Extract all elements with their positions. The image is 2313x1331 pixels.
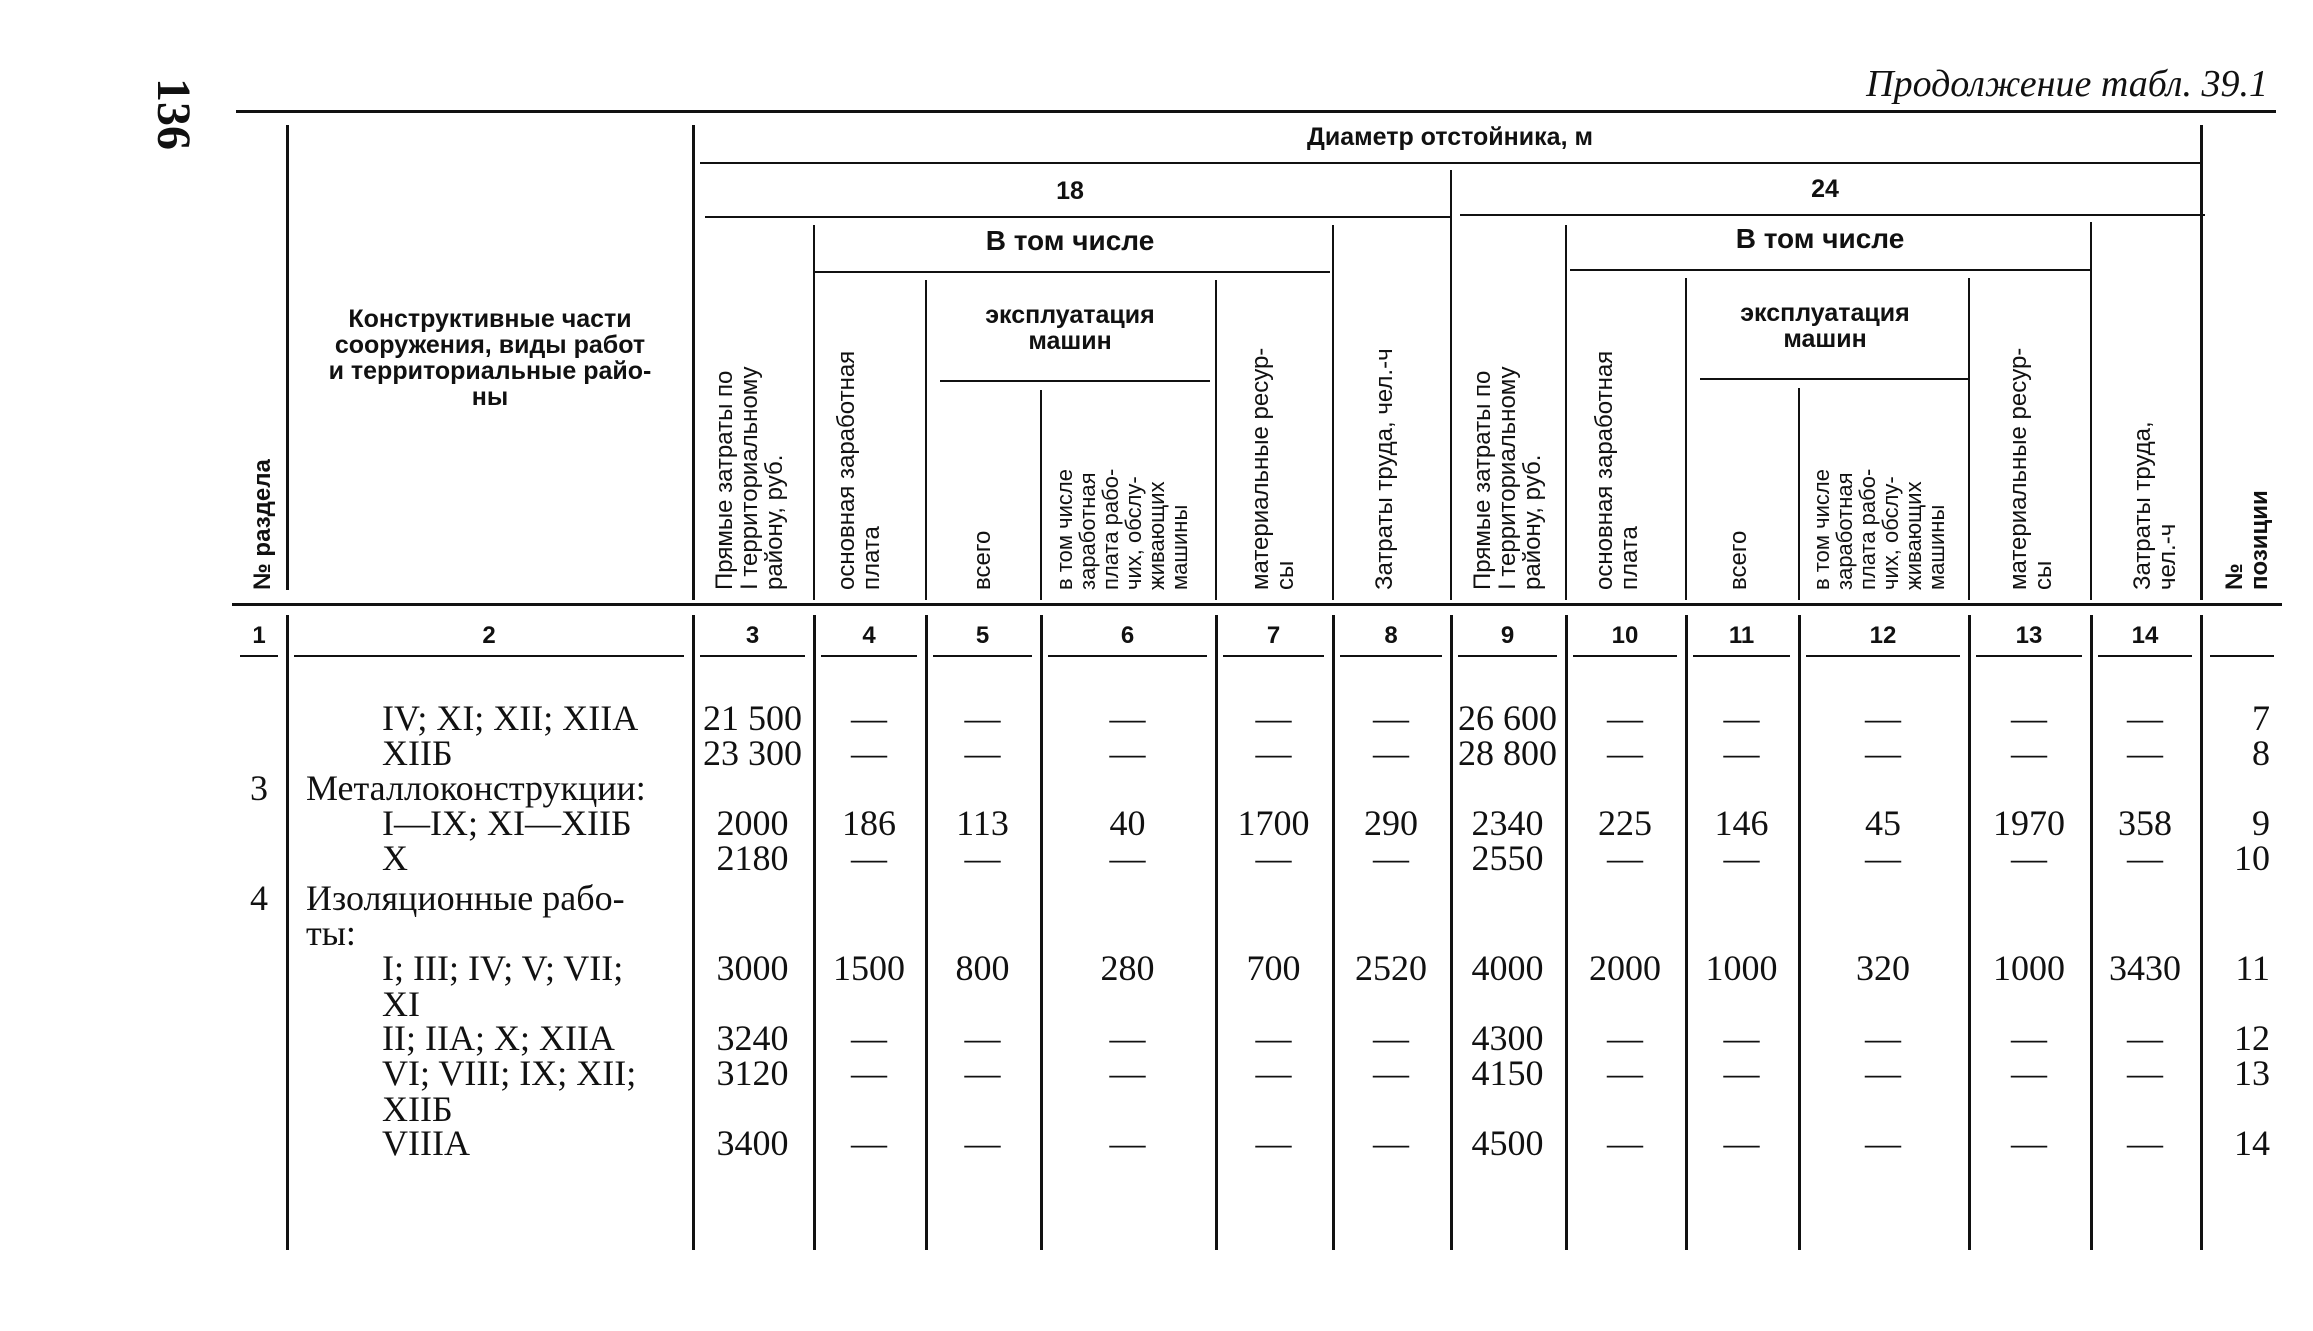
header-vline: [1968, 278, 1970, 600]
row-label: ты:: [306, 913, 356, 953]
value-cell: —: [1607, 1053, 1643, 1093]
header-diameter: Диаметр отстойника, м: [1307, 123, 1593, 151]
column-number-underline: [2098, 655, 2192, 657]
header-vline: [1565, 225, 1567, 600]
row-label: X: [382, 838, 408, 878]
position-number: 11: [2235, 948, 2270, 988]
section-number: 4: [250, 878, 268, 918]
value-cell: 1000: [1993, 948, 2065, 988]
column-number-underline: [1223, 655, 1324, 657]
value-cell: 113: [956, 803, 1009, 843]
column-number: 10: [1611, 622, 1639, 649]
machines24-rule: [1700, 378, 1970, 380]
value-cell: —: [1255, 1123, 1292, 1163]
header-vline: [1215, 280, 1217, 600]
value-cell: —: [1373, 838, 1409, 878]
value-cell: 45: [1865, 803, 1901, 843]
value-cell: —: [851, 1018, 887, 1058]
value-cell: —: [964, 1018, 1001, 1058]
column-number: 4: [862, 622, 876, 649]
column-number-underline: [2210, 655, 2274, 657]
column-number-underline: [1573, 655, 1677, 657]
header-diameter-18: 18: [1056, 177, 1084, 205]
header-vline: [2200, 125, 2203, 600]
header-vline: [1332, 225, 1334, 600]
value-cell: 186: [842, 803, 896, 843]
value-cell: —: [1109, 733, 1146, 773]
value-cell: 28 800: [1458, 733, 1557, 773]
value-cell: 3430: [2109, 948, 2181, 988]
value-cell: —: [851, 698, 887, 738]
header-vline: [925, 280, 927, 600]
value-cell: 700: [1246, 948, 1301, 988]
header-basic-wage-24: основная заработная плата: [1591, 350, 1643, 590]
value-cell: —: [1723, 838, 1760, 878]
including24-rule: [1570, 269, 2090, 271]
value-cell: —: [1109, 1053, 1146, 1093]
value-cell: —: [1109, 1123, 1146, 1163]
column-number-underline: [1340, 655, 1442, 657]
position-number: 14: [2234, 1123, 2270, 1163]
d18-rule: [705, 216, 1450, 218]
machines18-rule: [940, 380, 1210, 382]
value-cell: —: [964, 733, 1001, 773]
column-number-underline: [294, 655, 684, 657]
value-cell: —: [2011, 1053, 2047, 1093]
value-cell: 280: [1100, 948, 1155, 988]
page-number: 136: [147, 78, 200, 150]
row-label: I; III; IV; V; VII; XI: [382, 948, 624, 1024]
header-diameter-24: 24: [1811, 175, 1839, 203]
row-label: Изоляционные рабо-: [306, 878, 625, 918]
body-vline: [286, 615, 289, 1250]
value-cell: —: [1255, 1053, 1292, 1093]
column-number: 1: [252, 622, 266, 649]
header-vline: [813, 225, 815, 600]
value-cell: —: [1373, 1053, 1409, 1093]
value-cell: 21 500: [703, 698, 802, 738]
header-vline: [1798, 388, 1800, 600]
value-cell: 2000: [716, 803, 789, 843]
value-cell: —: [1255, 838, 1292, 878]
value-cell: —: [1865, 1018, 1901, 1058]
value-cell: —: [1373, 698, 1409, 738]
value-cell: —: [2127, 838, 2163, 878]
header-incl-wage-24: в том числе заработная плата рабо- чих, обслу- живающих машины: [1809, 468, 1949, 590]
value-cell: —: [2011, 1018, 2047, 1058]
value-cell: 2000: [1589, 948, 1661, 988]
position-number: 12: [2234, 1018, 2270, 1058]
header-vline: [692, 125, 695, 600]
including18-rule: [815, 271, 1330, 273]
value-cell: —: [1255, 1018, 1292, 1058]
value-cell: 3000: [716, 948, 789, 988]
value-cell: —: [1373, 1123, 1409, 1163]
header-vline: [1685, 278, 1687, 600]
column-number-underline: [240, 655, 278, 657]
column-number: 3: [745, 622, 760, 649]
value-cell: —: [1373, 733, 1409, 773]
value-cell: 2550: [1471, 838, 1544, 878]
position-number: 10: [2234, 838, 2270, 878]
value-cell: —: [851, 1123, 887, 1163]
value-cell: —: [2127, 733, 2163, 773]
value-cell: —: [1865, 733, 1901, 773]
column-number: 7: [1266, 622, 1281, 649]
column-number-underline: [1806, 655, 1960, 657]
value-cell: —: [1723, 1053, 1760, 1093]
value-cell: —: [1865, 698, 1901, 738]
header-direct-costs-18: Прямые затраты по I территориальному району, руб.: [711, 366, 788, 590]
value-cell: —: [851, 838, 887, 878]
row-label: I—IX; XI—XIIБ: [382, 803, 632, 843]
value-cell: —: [1607, 838, 1643, 878]
header-materials-18: материальные ресур- сы: [1247, 347, 1299, 590]
header-bottom-rule: [232, 603, 2282, 606]
header-vline: [286, 125, 289, 590]
column-number: 11: [1728, 622, 1755, 649]
value-cell: 800: [955, 948, 1010, 988]
top-rule: [236, 110, 2276, 113]
column-number-underline: [1693, 655, 1790, 657]
value-cell: —: [1607, 698, 1643, 738]
value-cell: 4150: [1471, 1053, 1544, 1093]
value-cell: 358: [2118, 803, 2172, 843]
value-cell: 290: [1364, 803, 1418, 843]
position-number: 9: [2252, 803, 2270, 843]
value-cell: —: [2011, 1123, 2047, 1163]
position-number: 7: [2252, 698, 2270, 738]
value-cell: —: [2127, 1123, 2163, 1163]
value-cell: —: [1723, 698, 1760, 738]
header-position-no: № позиции: [2221, 490, 2273, 590]
row-label: IV; XI; XII; XIIA: [382, 698, 639, 738]
header-total-18: всего: [969, 530, 996, 590]
position-number: 8: [2252, 733, 2270, 773]
header-vline: [1040, 390, 1042, 600]
header-including-18: В том числе: [985, 225, 1155, 256]
column-number: 9: [1500, 622, 1515, 649]
row-label: VI; VIII; IX; XII; XIIБ: [382, 1053, 637, 1129]
value-cell: 26 600: [1458, 698, 1557, 738]
column-number: 14: [2131, 622, 2159, 649]
value-cell: —: [1255, 698, 1292, 738]
header-direct-costs-24: Прямые затраты по I территориальному району, руб.: [1469, 366, 1546, 590]
row-label: XIIБ: [382, 733, 453, 773]
header-vline: [1450, 170, 1452, 600]
value-cell: 320: [1856, 948, 1910, 988]
value-cell: 1500: [833, 948, 905, 988]
header-machines-24: эксплуатация машин: [1740, 299, 1910, 353]
value-cell: 1970: [1993, 803, 2065, 843]
value-cell: —: [2011, 698, 2047, 738]
column-number-underline: [821, 655, 917, 657]
value-cell: —: [964, 1053, 1001, 1093]
value-cell: 2520: [1355, 948, 1427, 988]
value-cell: 3120: [716, 1053, 789, 1093]
value-cell: 23 300: [703, 733, 802, 773]
value-cell: —: [2011, 733, 2047, 773]
value-cell: 225: [1598, 803, 1652, 843]
value-cell: —: [1865, 838, 1901, 878]
row-label: Металлоконструкции:: [306, 768, 646, 808]
value-cell: 3240: [716, 1018, 789, 1058]
value-cell: 4500: [1471, 1123, 1544, 1163]
value-cell: 4300: [1471, 1018, 1544, 1058]
column-number: 12: [1869, 622, 1897, 649]
value-cell: 1000: [1705, 948, 1778, 988]
header-materials-24: материальные ресур- сы: [2005, 347, 2057, 590]
value-cell: —: [1109, 698, 1146, 738]
value-cell: 1700: [1237, 803, 1310, 843]
value-cell: 2180: [716, 838, 789, 878]
header-incl-wage-18: в том числе заработная плата рабо- чих, обслу- живающих машины: [1052, 468, 1192, 590]
value-cell: —: [1255, 733, 1292, 773]
column-number-underline: [700, 655, 805, 657]
value-cell: —: [964, 1123, 1001, 1163]
column-number-underline: [1458, 655, 1557, 657]
column-number-underline: [1976, 655, 2082, 657]
column-number: 5: [975, 622, 990, 649]
header-labor-18: Затраты труда, чел.-ч: [1371, 348, 1398, 590]
d24-rule: [1460, 214, 2205, 216]
diameter-rule: [700, 162, 2200, 164]
value-cell: 4000: [1471, 948, 1544, 988]
value-cell: —: [2011, 838, 2047, 878]
column-number: 8: [1384, 622, 1398, 649]
value-cell: —: [2127, 1018, 2163, 1058]
value-cell: —: [964, 698, 1001, 738]
value-cell: —: [1109, 838, 1146, 878]
value-cell: —: [1607, 733, 1643, 773]
value-cell: —: [2127, 1053, 2163, 1093]
value-cell: 2340: [1471, 803, 1544, 843]
value-cell: —: [1865, 1053, 1901, 1093]
row-label: VIIIA: [382, 1123, 470, 1163]
value-cell: —: [1607, 1123, 1643, 1163]
table-continuation-caption: Продолжение табл. 39.1: [1866, 63, 2268, 105]
header-machines-18: эксплуатация машин: [985, 301, 1155, 355]
header-section-no: № раздела: [249, 459, 276, 590]
row-label: II; IIA; X; XIIA: [382, 1018, 615, 1058]
header-basic-wage-18: основная заработная плата: [833, 350, 885, 590]
column-number-underline: [1048, 655, 1207, 657]
section-number: 3: [250, 768, 268, 808]
value-cell: 40: [1109, 803, 1146, 843]
value-cell: 3400: [716, 1123, 789, 1163]
value-cell: —: [1109, 1018, 1146, 1058]
header-vline: [2090, 222, 2092, 600]
value-cell: —: [851, 1053, 887, 1093]
value-cell: —: [1865, 1123, 1901, 1163]
position-number: 13: [2234, 1053, 2270, 1093]
value-cell: —: [851, 733, 887, 773]
value-cell: —: [1723, 733, 1760, 773]
header-total-24: всего: [1725, 530, 1752, 590]
column-number: 6: [1120, 622, 1135, 649]
value-cell: —: [1373, 1018, 1409, 1058]
value-cell: —: [2127, 698, 2163, 738]
header-construction-parts: Конструктивные части сооружения, виды работ и территориальные райо- ны: [328, 305, 652, 411]
column-number: 2: [482, 622, 496, 649]
value-cell: —: [964, 838, 1001, 878]
header-labor-24: Затраты труда, чел.-ч: [2129, 421, 2181, 590]
value-cell: —: [1607, 1018, 1643, 1058]
column-number-underline: [933, 655, 1032, 657]
value-cell: —: [1723, 1018, 1760, 1058]
value-cell: —: [1723, 1123, 1760, 1163]
header-including-24: В том числе: [1735, 223, 1905, 254]
value-cell: 146: [1714, 803, 1769, 843]
column-number: 13: [2015, 622, 2043, 649]
